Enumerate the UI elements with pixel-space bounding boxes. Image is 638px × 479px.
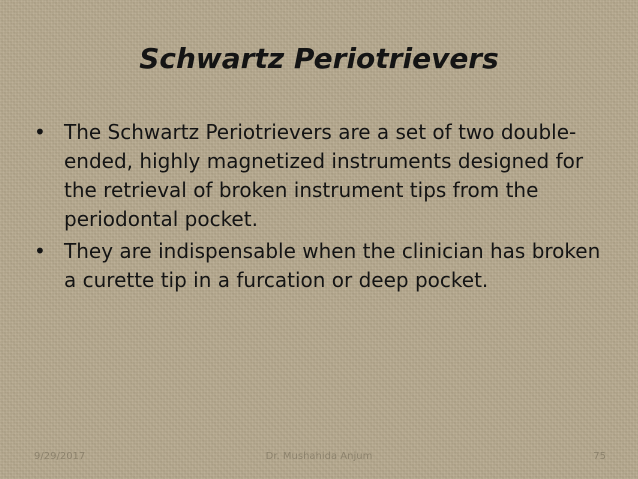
bullet-icon: •	[34, 239, 46, 263]
bullet-text: They are indispensable when the clinician has broken a curette tip in a furcation or deep pocket.	[64, 239, 601, 292]
footer-date: 9/29/2017	[34, 451, 86, 462]
footer-author: Dr. Mushahida Anjum	[265, 451, 373, 462]
footer-page-number: 75	[593, 451, 606, 462]
bullet-text: The Schwartz Periotrievers are a set of two double-ended, highly magnetized instruments designed for the retrieval of broken instrument tips from the periodontal pocket.	[64, 120, 584, 231]
bullet-list	[34, 118, 609, 298]
bullet-icon: •	[34, 120, 46, 144]
bullet-item	[34, 237, 609, 295]
slide-title: Schwartz Periotrievers	[139, 42, 499, 75]
bullet-item	[34, 118, 609, 234]
